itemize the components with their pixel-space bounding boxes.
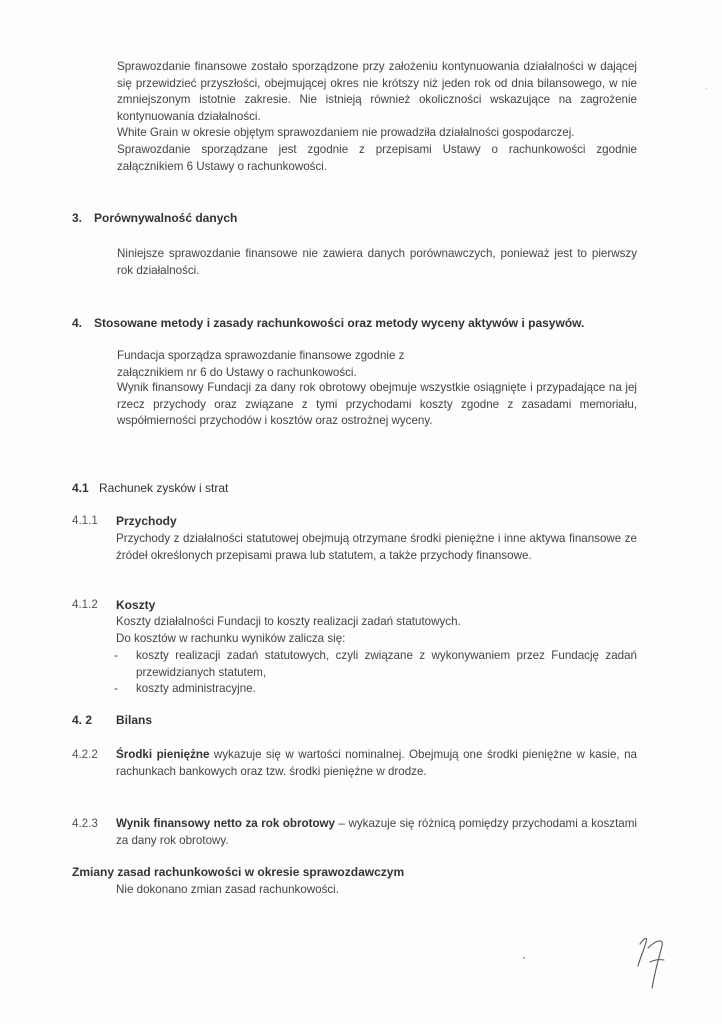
section-4-2-3-term: Wynik finansowy netto za rok obrotowy	[116, 817, 335, 830]
section-4-1-2-cost-list	[114, 648, 637, 698]
section-3-body: Niniejsze sprawozdanie finansowe nie zawiera danych porównawczych, ponieważ jest to pierwszy rok działalności.	[117, 247, 637, 277]
section-4-para-2: Wynik finansowy Fundacji za dany rok obrotowy obejmuje wszystkie osiągnięte i przypadające na jej rzecz przychody oraz związane z tymi przychodami koszty zgodne z zasadami memoriału, współmierności przychodów i kosztów oraz ostrożnej wyceny.	[117, 381, 637, 428]
intro-paragraph-continuity: Sprawozdanie finansowe zostało sporządzone przy założeniu kontynuowania działalności w dającej się przewidzieć przyszłości, obejmującej okres nie krótszy niż jeden rok od dnia bilansowego, w nie zmniejszonym istotnie zakresie. Nie istnieją również okoliczności wskazujące na zagrożenie kontynuowania działalności.	[117, 60, 637, 123]
section-4-title: Stosowane metody i zasady rachunkowości oraz metody wyceny aktywów i pasywów.	[94, 316, 585, 330]
section-4-1-2-line-1: Koszty działalności Fundacji to koszty realizacji zadań statutowych.	[116, 615, 461, 628]
section-4-2-2-text: wykazuje się w wartości nominalnej. Obejmują one środki pieniężne w kasie, na rachunkach bankowych oraz tzw. środki pieniężne w drodze.	[116, 748, 638, 778]
section-4-2-3-text: – wykazuje się różnicą pomiędzy przychodami a kosztami za dany rok obrotowy.	[116, 817, 637, 847]
section-4-1-2-number: 4.1.2	[72, 598, 98, 611]
section-4-1-number: 4.1	[72, 481, 89, 495]
cost-list-item: - koszty realizacji zadań statutowych, czyli związane z wykonywaniem przez Fundację zadań przewidzianych statutem,	[114, 648, 637, 681]
section-3-title: Porównywalność danych	[94, 211, 238, 225]
section-4-1-title: Rachunek zysków i strat	[99, 481, 229, 495]
section-4-1-1-body: Przychody z działalności statutowej obejmują otrzymane środki pieniężne i inne aktywa finansowe ze źródeł określonych przepisami prawa lub statutem, a także przychody finansowe.	[116, 532, 637, 562]
signature-icon	[634, 932, 672, 992]
section-3-number: 3.	[72, 211, 83, 225]
section-4-2-3-number: 4.2.3	[72, 817, 98, 830]
section-4-1-2-line-2: Do kosztów w rachunku wyników zalicza się:	[116, 632, 346, 645]
scan-speck	[706, 88, 707, 89]
section-4-1-1-title: Przychody	[116, 514, 177, 528]
changes-title: Zmiany zasad rachunkowości w okresie sprawozdawczym	[72, 865, 405, 879]
section-4-2-2-number: 4.2.2	[72, 748, 98, 761]
section-4-para-1: Fundacja sporządza sprawozdanie finansowe zgodnie z załącznikiem nr 6 do Ustawy o rachunkowości.	[117, 349, 405, 379]
changes-body: Nie dokonano zmian zasad rachunkowości.	[116, 883, 339, 896]
section-4-2-3-body	[116, 816, 637, 849]
section-4-1-1-number: 4.1.1	[72, 514, 98, 527]
intro-paragraph-compliance: Sprawozdanie sporządzane jest zgodnie z przepisami Ustawy o rachunkowości zgodnie załącznikiem 6 Ustawy o rachunkowości.	[117, 143, 637, 173]
section-4-2-2-term: Środki pieniężne	[116, 748, 210, 761]
scan-speck	[523, 957, 525, 959]
section-4-2-number: 4. 2	[72, 713, 93, 727]
section-4-1-2-title: Koszty	[116, 598, 156, 612]
intro-paragraph-white-grain: White Grain w okresie objętym sprawozdaniem nie prowadziła działalności gospodarczej.	[117, 126, 575, 139]
section-4-2-title: Bilans	[116, 713, 153, 727]
cost-list-item: - koszty administracyjne.	[114, 681, 637, 698]
section-4-2-2-body	[116, 747, 637, 780]
section-4-number: 4.	[72, 316, 83, 330]
